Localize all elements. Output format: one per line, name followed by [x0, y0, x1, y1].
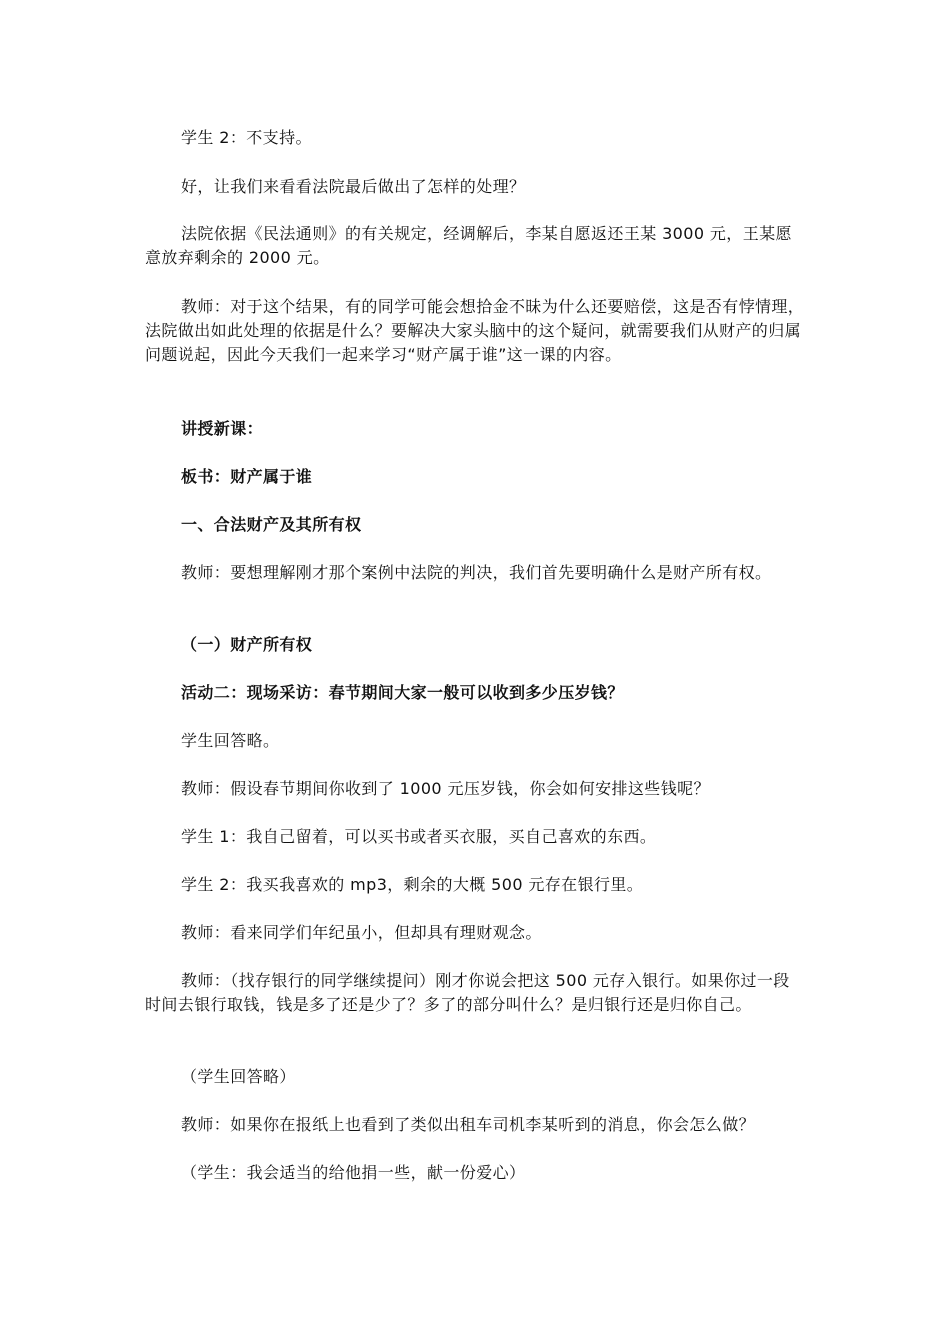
paragraph-student2-reply: 学生 2：不支持。 [181, 128, 312, 147]
paragraph-teacher-newspaper: 教师：如果你在报纸上也看到了类似出租车司机李某听到的消息，你会怎么做？ [181, 1115, 756, 1134]
paragraph-teacher-finance: 教师：看来同学们年纪虽小，但却具有理财观念。 [181, 923, 542, 942]
paragraph-teacher-intro: 教师：对于这个结果，有的同学可能会想拾金不昧为什么还要赔偿，这是否有悖情理，法院做出如此处理的依据是什么？要解决大家头脑中的这个疑问，就需要我们从财产的归属问题说起，因此今天我们一起来学习“财产属于谁”这一课的内容。 [145, 297, 805, 364]
paragraph-student-donate: （学生：我会适当的给他捐一些，献一份爱心） [181, 1163, 526, 1182]
paragraph-teacher-1000: 教师：假设春节期间你收到了 1000 元压岁钱，你会如何安排这些钱呢？ [181, 779, 710, 798]
paragraph-teacher-bank: 教师：（找存银行的同学继续提问）刚才你说会把这 500 元存入银行。如果你过一段时间去银行取钱，钱是多了还是少了？多了的部分叫什么？是归银行还是归你自己。 [145, 971, 790, 1014]
paragraph-student2-plan: 学生 2：我买我喜欢的 mp3，剩余的大概 500 元存在银行里。 [181, 875, 644, 894]
paragraph-student-answer-2: （学生回答略） [181, 1067, 296, 1086]
heading-blackboard: 板书：财产属于谁 [181, 467, 313, 486]
paragraph-student1-plan: 学生 1：我自己留着，可以买书或者买衣服，买自己喜欢的东西。 [181, 827, 657, 846]
heading-subsection-1: （一）财产所有权 [181, 635, 313, 654]
heading-section-1: 一、合法财产及其所有权 [181, 515, 362, 534]
paragraph-court-question: 好，让我们来看看法院最后做出了怎样的处理？ [181, 177, 526, 196]
heading-activity-2: 活动二：现场采访：春节期间大家一般可以收到多少压岁钱？ [181, 683, 624, 702]
paragraph-student-answer: 学生回答略。 [181, 731, 280, 750]
heading-new-lesson: 讲授新课： [181, 419, 264, 438]
paragraph-teacher-ownership: 教师：要想理解刚才那个案例中法院的判决，我们首先要明确什么是财产所有权。 [181, 563, 772, 582]
paragraph-court-ruling: 法院依据《民法通则》的有关规定，经调解后，李某自愿返还王某 3000 元，王某愿意放弃剩余的 2000 元。 [145, 224, 792, 267]
